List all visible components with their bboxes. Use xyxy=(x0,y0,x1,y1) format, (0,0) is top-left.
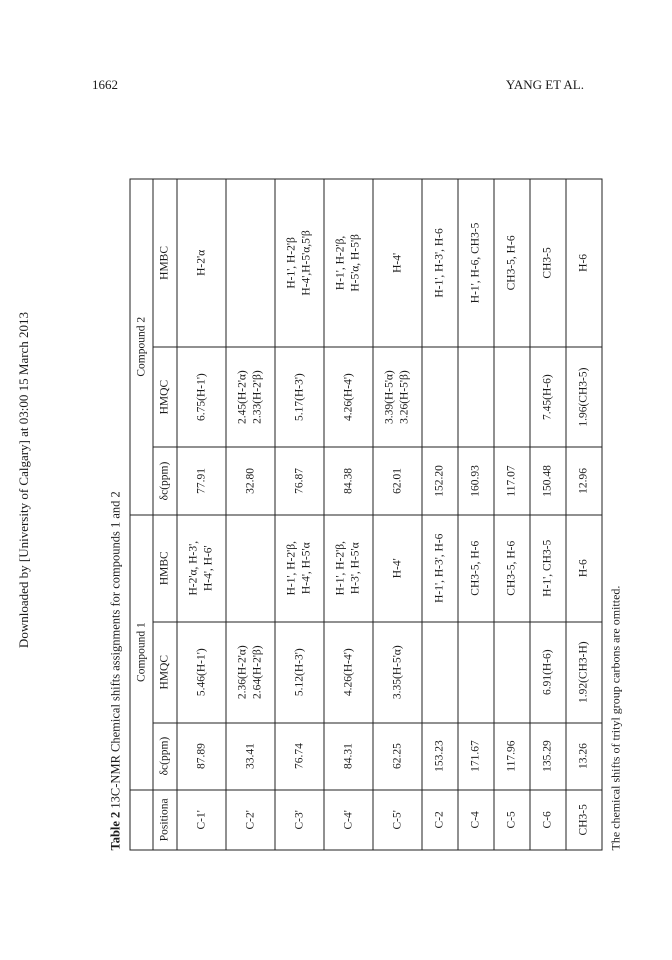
c2-shift-cell: 32.80 xyxy=(226,447,275,514)
c1-hmbc-cell xyxy=(458,514,494,621)
group-header-compound-2: Compound 2 xyxy=(130,179,153,515)
cell-line: 2.36(H-2'α) xyxy=(236,644,249,699)
cell-line: 5.17(H-3') xyxy=(293,372,306,421)
c1-shift-cell: 135.29 xyxy=(530,722,566,789)
cell-line: H-1', H-3', H-6 xyxy=(433,533,446,603)
cell-line: CH3-5, H-6 xyxy=(505,540,518,596)
cell-line: H-1', H-2'β xyxy=(285,236,298,289)
c2-hmbc-cell xyxy=(324,179,373,347)
column-header-row xyxy=(153,179,176,850)
download-notice: Downloaded by [University of Calgary] at 03:00 15 March 2013 xyxy=(16,311,31,649)
table-row xyxy=(530,179,566,850)
c2-shift-cell: 160.93 xyxy=(458,447,494,514)
c1-hmbc-cell xyxy=(373,514,422,621)
c1-hmbc-cell xyxy=(324,514,373,621)
cell-line: 2.64(H-2'β) xyxy=(251,644,264,699)
c2-hmbc-cell xyxy=(275,179,324,347)
table-row xyxy=(373,179,422,850)
table-footnote: The chemical shifts of trityl group carbons are omitted. xyxy=(608,585,623,850)
c2-shift-cell: 12.96 xyxy=(566,447,602,514)
c1-hmqc-cell xyxy=(226,621,275,722)
cell-line: 3.26(H-5'β) xyxy=(398,369,411,424)
position-cell: C-4 xyxy=(458,789,494,849)
c2-hmbc-cell xyxy=(458,179,494,347)
cell-line: 1.96(CH3-5) xyxy=(577,367,590,427)
cell-line: H-4' xyxy=(391,557,404,578)
c1-shift-cell: 171.67 xyxy=(458,722,494,789)
c2-shift-cell: 117.07 xyxy=(494,447,530,514)
running-title: YANG ET AL. xyxy=(505,77,584,92)
c1-hmqc-cell xyxy=(373,621,422,722)
cell-line: H-4' xyxy=(391,252,404,273)
table-row xyxy=(566,179,602,850)
c1-shift-cell: 117.96 xyxy=(494,722,530,789)
position-cell: C-5' xyxy=(373,789,422,849)
cell-line: 6.91(H-6) xyxy=(541,648,554,695)
c1-hmbc-cell xyxy=(422,514,458,621)
position-cell: C-2 xyxy=(422,789,458,849)
table-row xyxy=(458,179,494,850)
c2-hmbc-cell xyxy=(422,179,458,347)
table-row xyxy=(324,179,373,850)
cell-line: H-4', H-5'α xyxy=(300,541,313,594)
c2-shift-cell: 62.01 xyxy=(373,447,422,514)
cell-line: H-1', H-2'β, xyxy=(334,540,347,595)
column-header: δc(ppm) xyxy=(153,447,176,514)
position-cell: CH3-5 xyxy=(566,789,602,849)
position-cell: C-3' xyxy=(275,789,324,849)
cell-line: H-2'α xyxy=(195,249,208,276)
cell-line: H-6 xyxy=(577,558,590,577)
c2-hmbc-cell xyxy=(566,179,602,347)
table-row xyxy=(494,179,530,850)
cell-line: H-1', H-3', H-6 xyxy=(433,227,446,298)
cell-line: CH3-5, H-6 xyxy=(469,540,482,596)
c2-hmqc-cell xyxy=(324,346,373,447)
cell-line: 2.45(H-2'α) xyxy=(236,369,249,424)
c2-hmqc-cell xyxy=(275,346,324,447)
c2-hmqc-cell xyxy=(177,346,226,447)
position-cell: C-2' xyxy=(226,789,275,849)
cell-line: 6.75(H-1') xyxy=(195,372,208,421)
c2-shift-cell: 150.48 xyxy=(530,447,566,514)
cell-line: H-1', CH3-5 xyxy=(541,539,554,597)
rotated-table-block xyxy=(108,150,623,850)
cell-line: H-1', H-2'β, xyxy=(285,540,298,595)
c1-hmbc-cell xyxy=(566,514,602,621)
c1-hmbc-cell xyxy=(226,514,275,621)
cell-line: H-4', H-6' xyxy=(202,544,215,591)
c2-shift-cell: 76.87 xyxy=(275,447,324,514)
cell-line: H-3', H-5'α xyxy=(349,541,362,594)
column-header: Positiona xyxy=(153,789,176,849)
cell-line: H-4',H-5'α,5'β xyxy=(300,229,313,296)
c2-hmbc-cell xyxy=(226,179,275,347)
column-header: HMBC xyxy=(153,179,176,347)
c2-hmqc-cell xyxy=(530,346,566,447)
group-header-row xyxy=(130,179,153,850)
c1-hmqc-cell xyxy=(530,621,566,722)
c1-hmbc-cell xyxy=(275,514,324,621)
table-row xyxy=(275,179,324,850)
column-header: HMBC xyxy=(153,514,176,621)
cell-line: H-5'α, H-5'β xyxy=(349,233,362,292)
cell-line: 5.12(H-3') xyxy=(293,647,306,696)
c2-hmbc-cell xyxy=(494,179,530,347)
c1-hmqc-cell xyxy=(566,621,602,722)
table-body xyxy=(177,179,602,850)
position-cell: C-1' xyxy=(177,789,226,849)
position-cell: C-5 xyxy=(494,789,530,849)
cell-line: 3.39(H-5'α) xyxy=(383,369,396,424)
cell-line: 5.46(H-1') xyxy=(195,647,208,696)
c1-hmqc-cell xyxy=(494,621,530,722)
table-label: Table 2 xyxy=(108,811,123,850)
column-header: HMQC xyxy=(153,621,176,722)
position-cell: C-4' xyxy=(324,789,373,849)
c1-shift-cell: 153.23 xyxy=(422,722,458,789)
cell-line: 3.35(H-5'α) xyxy=(391,644,404,699)
table-row xyxy=(226,179,275,850)
column-header: δc(ppm) xyxy=(153,722,176,789)
cell-line: 4.26(H-4') xyxy=(342,647,355,696)
table-row xyxy=(422,179,458,850)
group-header-empty xyxy=(130,789,153,849)
c2-hmbc-cell xyxy=(177,179,226,347)
cell-line: CH3-5, H-6 xyxy=(505,234,518,290)
c1-shift-cell: 76.74 xyxy=(275,722,324,789)
cell-line: H-1', H-2'β, xyxy=(334,235,347,290)
c2-hmbc-cell xyxy=(373,179,422,347)
group-header-compound-1: Compound 1 xyxy=(130,514,153,789)
cell-line: 4.26(H-4') xyxy=(342,372,355,421)
c1-hmqc-cell xyxy=(177,621,226,722)
c1-hmbc-cell xyxy=(530,514,566,621)
c1-hmqc-cell xyxy=(275,621,324,722)
cell-line: CH3-5 xyxy=(541,246,554,279)
c2-hmqc-cell xyxy=(566,346,602,447)
c2-shift-cell: 84.38 xyxy=(324,447,373,514)
table-caption xyxy=(109,150,124,850)
c2-hmqc-cell xyxy=(422,346,458,447)
table-row xyxy=(177,179,226,850)
c2-hmqc-cell xyxy=(458,346,494,447)
c2-hmqc-cell xyxy=(494,346,530,447)
cell-line: 2.33(H-2'β) xyxy=(251,369,264,424)
nmr-table xyxy=(130,178,603,850)
c2-hmbc-cell xyxy=(530,179,566,347)
table-caption-text: 13C-NMR Chemical shifts assignments for compounds 1 and 2 xyxy=(108,490,123,809)
c2-shift-cell: 77.91 xyxy=(177,447,226,514)
c1-hmbc-cell xyxy=(177,514,226,621)
cell-line: H-6 xyxy=(577,253,590,272)
column-header: HMQC xyxy=(153,346,176,447)
c1-shift-cell: 62.25 xyxy=(373,722,422,789)
c1-shift-cell: 13.26 xyxy=(566,722,602,789)
cell-line: H-1', H-6, CH3-5 xyxy=(469,222,482,303)
c2-hmqc-cell xyxy=(373,346,422,447)
cell-line: 7.45(H-6) xyxy=(541,373,554,420)
c1-shift-cell: 87.89 xyxy=(177,722,226,789)
c1-shift-cell: 33.41 xyxy=(226,722,275,789)
c2-shift-cell: 152.20 xyxy=(422,447,458,514)
c1-hmbc-cell xyxy=(494,514,530,621)
page-number: 1662 xyxy=(92,77,118,92)
c1-hmqc-cell xyxy=(324,621,373,722)
c1-hmqc-cell xyxy=(422,621,458,722)
c1-shift-cell: 84.31 xyxy=(324,722,373,789)
c2-hmqc-cell xyxy=(226,346,275,447)
c1-hmqc-cell xyxy=(458,621,494,722)
cell-line: 1.92(CH3-H) xyxy=(577,640,590,703)
cell-line: H-2'α, H-3', xyxy=(187,540,200,595)
position-cell: C-6 xyxy=(530,789,566,849)
